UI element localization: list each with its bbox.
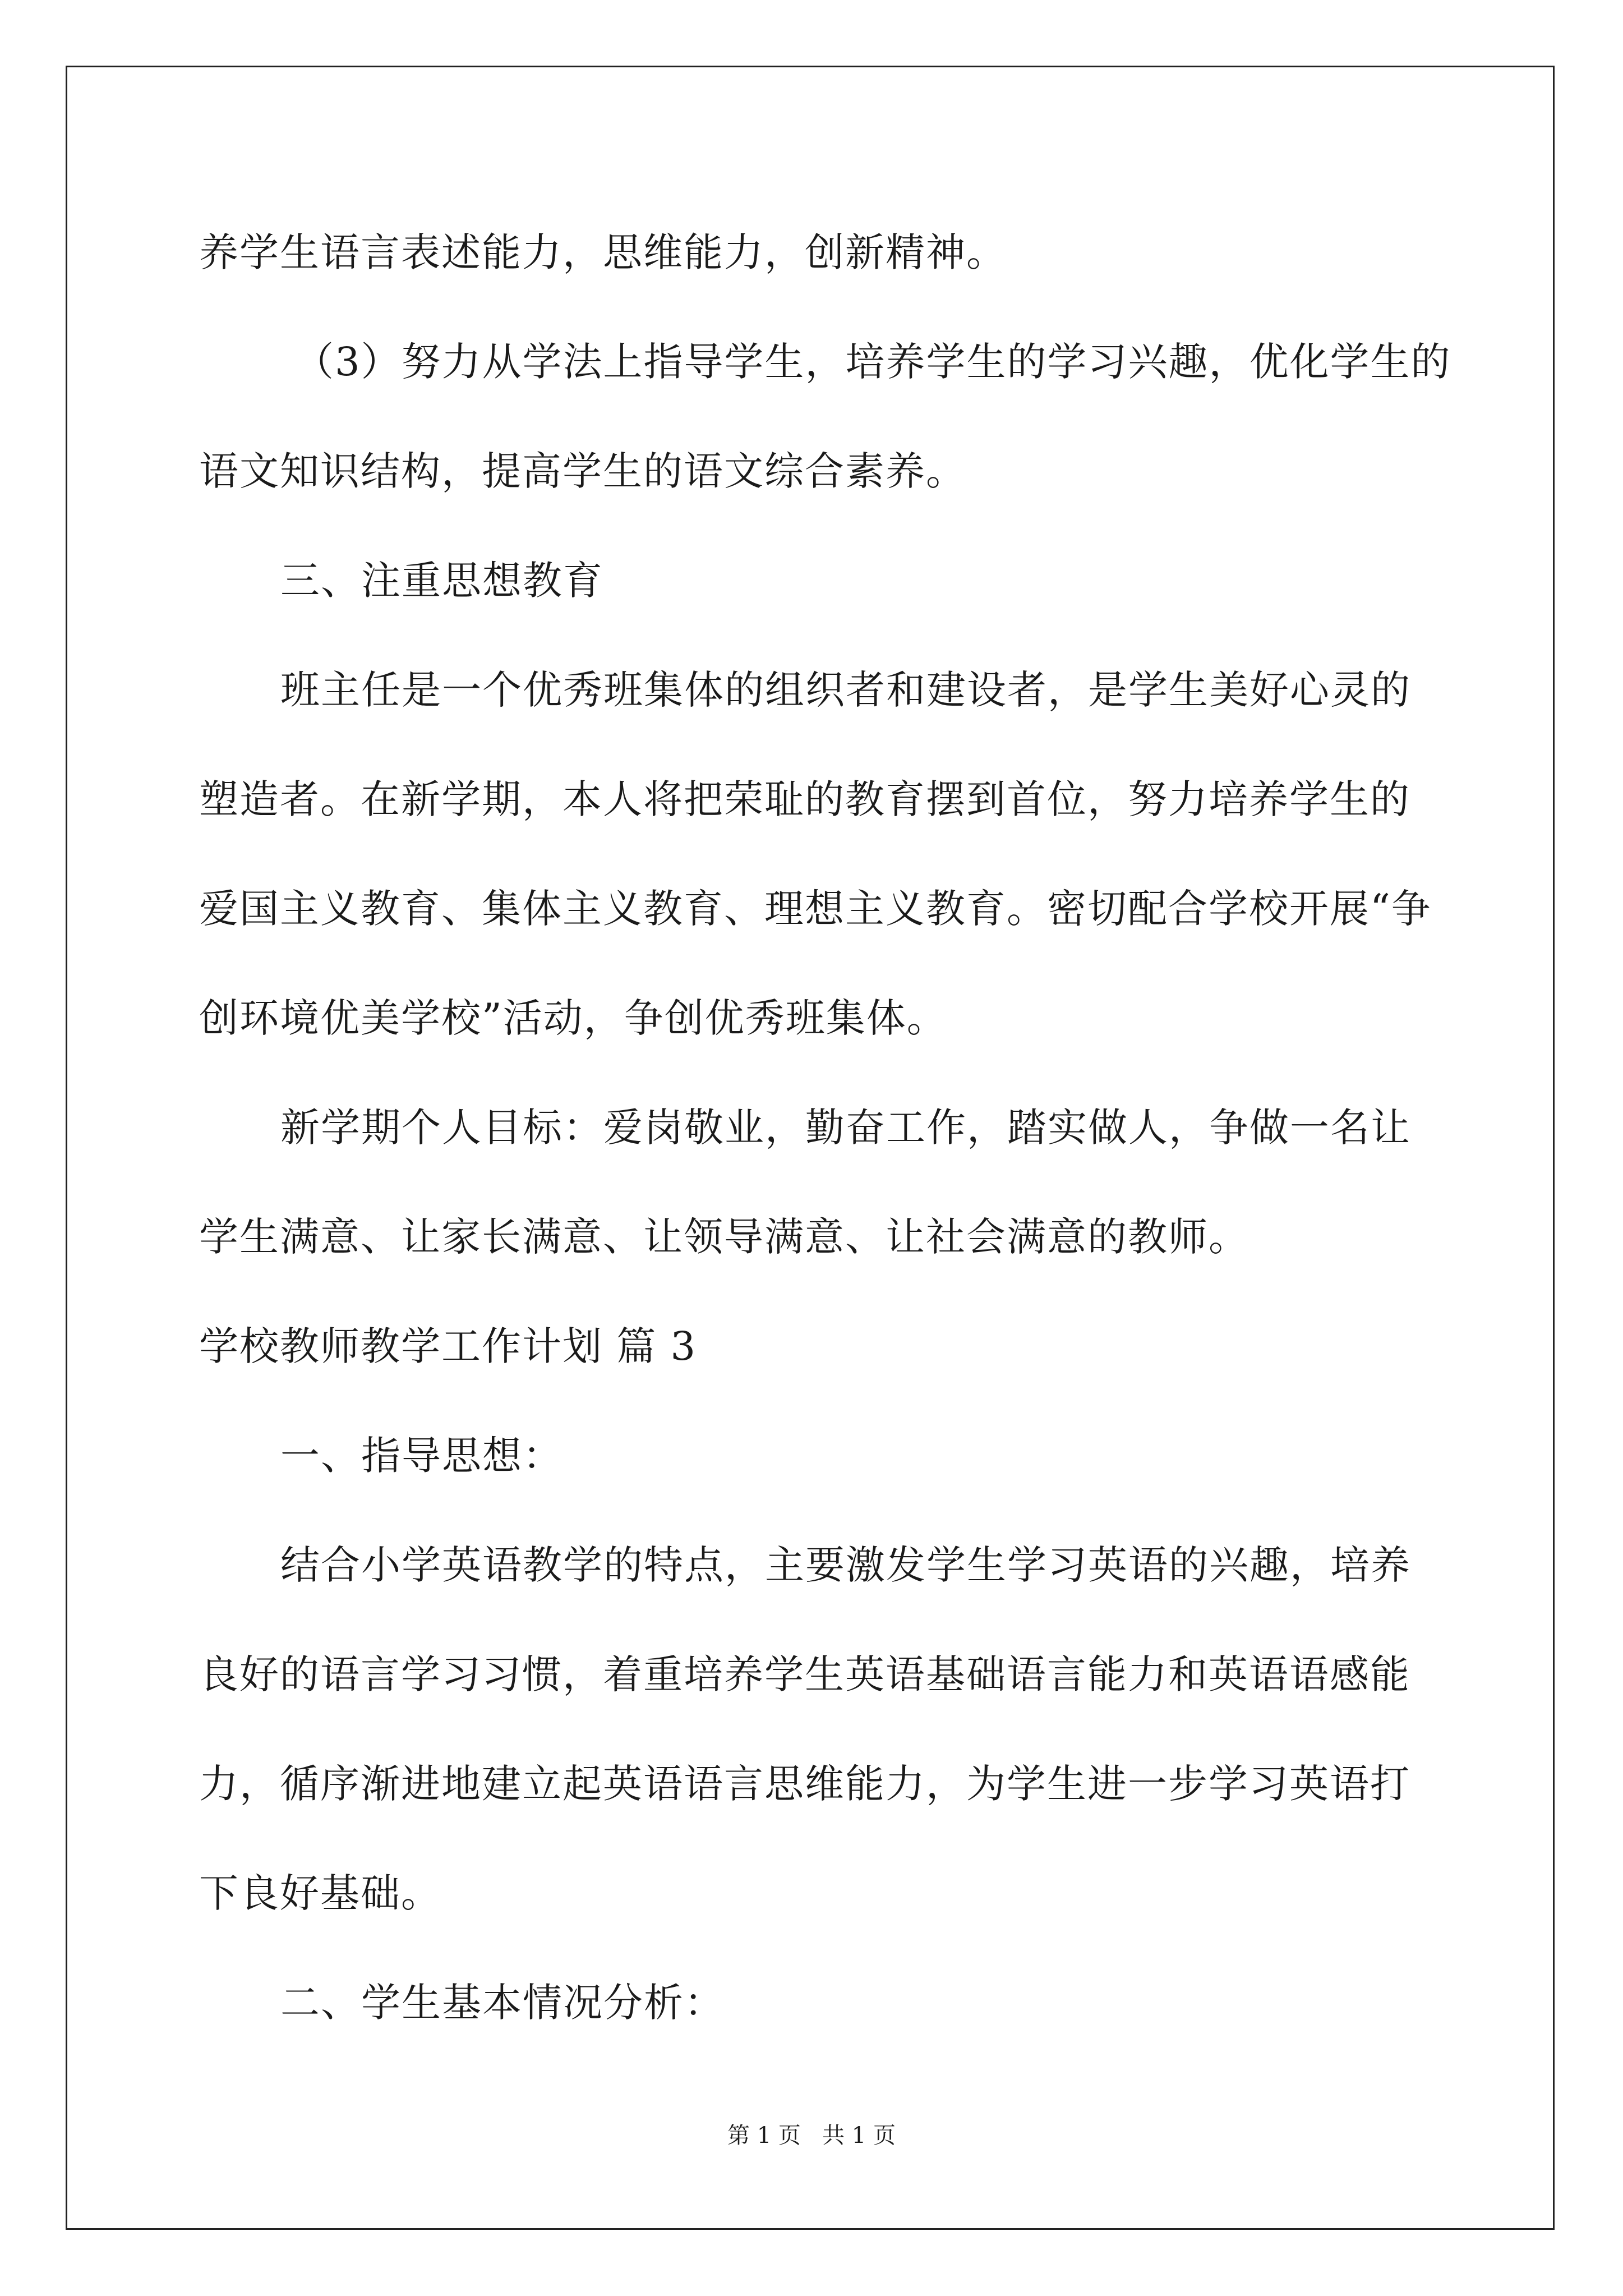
paragraph-line: 语文知识结构，提高学生的语文综合素养。 [199,448,966,494]
paragraph-line: 新学期个人目标：爱岗敬业，勤奋工作，踏实做人，争做一名让 [280,1105,1411,1151]
paragraph-line: 学生满意、让家长满意、让领导满意、让社会满意的教师。 [199,1214,1249,1260]
paragraph-line: 班主任是一个优秀班集体的组织者和建设者，是学生美好心灵的 [280,667,1411,713]
paragraph-line: 爱国主义教育、集体主义教育、理想主义教育。密切配合学校开展“争 [199,886,1432,932]
page-number: 第 1 页 共 1 页 [727,2123,896,2148]
section-heading: 一、指导思想： [280,1433,563,1479]
paragraph-line: 结合小学英语教学的特点，主要激发学生学习英语的兴趣，培养 [280,1542,1411,1588]
paragraph-line: 养学生语言表述能力，思维能力，创新精神。 [199,229,1007,275]
paragraph-line: 良好的语言学习习惯，着重培养学生英语基础语言能力和英语语感能 [199,1651,1410,1697]
paragraph-line: 力，循序渐进地建立起英语语言思维能力，为学生进一步学习英语打 [199,1761,1410,1807]
paragraph-line: （3）努力从学法上指导学生，培养学生的学习兴趣，优化学生的 [294,339,1451,385]
paragraph-line: 创环境优美学校”活动，争创优秀班集体。 [199,995,947,1041]
paragraph-line: 下良好基础。 [199,1870,441,1916]
document-title: 学校教师教学工作计划 篇 3 [199,1323,697,1369]
section-heading: 二、学生基本情况分析： [280,1980,725,2026]
paragraph-line: 塑造者。在新学期，本人将把荣耻的教育摆到首位，努力培养学生的 [199,776,1410,822]
section-heading: 三、注重思想教育 [280,558,603,604]
